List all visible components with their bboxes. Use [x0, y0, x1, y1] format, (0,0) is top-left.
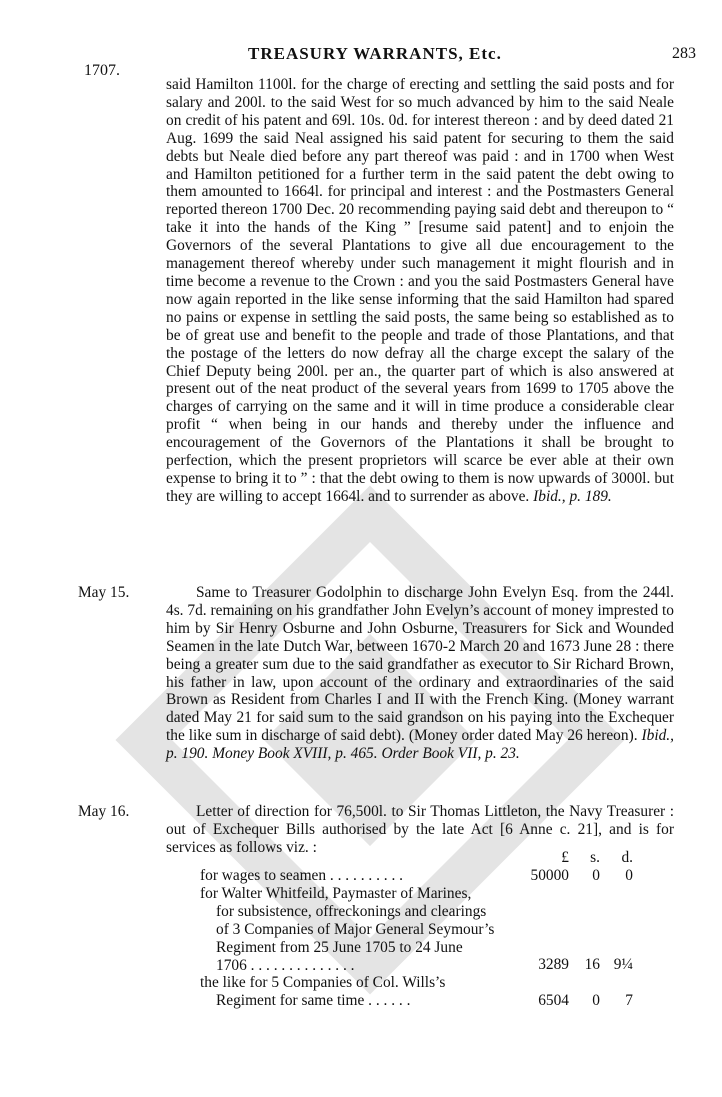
pounds-amount: 3289 [538, 956, 569, 974]
entry-reference: Order Book VII, p. 23. [381, 745, 520, 763]
pence-amount: 0 [625, 867, 633, 884]
year-marker: 1707. [84, 62, 120, 79]
entry-text: said Hamilton 1100l. for the charge of erecting and settling the said posts and for salary and 200l. to the said West for so much advanced by him to the said Neale on credit of his patent and 69l. 10s. 0d. for interest thereon : and by deed dated 21 Aug. 1699 the said Neal assigned his said patent for securing to them the said debts but Neale died before any part thereof was paid : and in 1700 when West and Hamilton petitioned for a further term in the said patent the debt owing to them amounted to 1664l. for principal and interest : and the Postmasters General reported thereon 1700 Dec. 20 recommending paying said debt and thereupon to “ take it into the hands of the King ” [resume said patent] and to enjoin the Governors of the several Plantations to give all due encouragement to the management thereof whereby under such management it might flourish and in time become a revenue to the Crown : and you the said Postmasters General have now again reported in the like sense informing that the said Hamilton had spared no pains or expense in settling the said posts, the same being so established as to be of great use and benefit to the people and trade of those Plantations, and that the postage of the letters do now defray all the charge except the salary of the Chief Deputy being 200l. per an., the quarter part of which is also answered at present out of the neat product of the several years from 1699 to 1705 above the charges of carrying on the same and it will in time produce a considerable clear profit “ when being in our hands and thereby under the influence and encouragement of the Governors of the Plantations it shall be brought to perfection, which the present proprietors will scarce be ever able at their own expense to bring it to ” : that the debt owing to them is now upwards of 3000l. but they are willing to accept 1664l. and to surrender as above. [166, 76, 674, 505]
entry-paragraph [166, 76, 674, 506]
entry-reference: Ibid., p. 190. [166, 727, 674, 763]
entry-text: Letter of direction for 76,500l. to Sir Thomas Littleton, the Navy Treasurer : out of Exchequer Bills authorised by the late Act [6 Anne c. 21], and is for services as follows viz. : [166, 803, 674, 856]
ledger-row [200, 867, 670, 885]
ledger-row-description [200, 974, 530, 1010]
ledger-line: Regiment from 25 June 1705 to 24 June [216, 938, 463, 956]
ledger-line: 1706 . . . . . . . . . . . . . . [216, 956, 355, 974]
entry-paragraph [166, 584, 674, 763]
pence-amount: 9¼ [613, 956, 633, 974]
ledger-row [200, 885, 670, 975]
shillings-amount: 0 [592, 867, 600, 884]
pence-amount: 7 [625, 992, 633, 1010]
ledger-header [200, 849, 670, 867]
ledger-line: Regiment for same time . . . . . . [216, 992, 411, 1010]
ledger-line: of 3 Companies of Major General Seymour’s [216, 920, 495, 938]
entry-text: Same to Treasurer Godolphin to discharge John Evelyn Esq. from the 244l. 4s. 7d. remaining on his grandfather John Evelyn’s account of money imprested to him by Sir Henry Osburne and John Osburne, Treasurers for Sick and Wounded Seamen in the late Dutch War, between 1670-2 March 20 and 1673 June 28 : there being a greater sum due to the said grandfather as executor to Sir Richard Brown, his father in law, upon account of the ordinary and extraordinaries of the said Brown as Resident from Charles I and II with the French King. (Money warrant dated May 21 for said sum to the said grandson on his paying into the Exchequer the like sum in discharge of said debt). (Money order dated May 26 hereon). [166, 584, 674, 745]
ledger-line: for wages to seamen . . . . . . . . . . [200, 867, 404, 884]
entry-reference: Money Book XVIII, p. 465. [212, 745, 378, 763]
entry-reference: Ibid., p. 189. [533, 487, 612, 505]
running-title: TREASURY WARRANTS, Etc. [248, 44, 502, 63]
shillings-header: s. [590, 849, 600, 866]
pounds-header: £ [561, 849, 569, 866]
ledger-line: the like for 5 Companies of Col. Wills’s [200, 974, 446, 992]
ledger-row-description [200, 867, 530, 885]
page-header [0, 30, 722, 63]
pence-header: d. [621, 849, 633, 866]
ledger-line: for Walter Whitfeild, Paymaster of Marines, [200, 884, 472, 902]
entry-date: May 16. [78, 803, 130, 820]
page-number: 283 [672, 45, 696, 62]
ledger-line: for subsistence, offreckonings and clearings [216, 902, 487, 920]
shillings-amount: 16 [584, 956, 600, 974]
shillings-amount: 0 [592, 992, 600, 1010]
pounds-amount: 6504 [538, 992, 569, 1010]
ledger-row-description [200, 885, 530, 975]
pounds-amount: 50000 [530, 867, 569, 884]
ledger-row [200, 974, 670, 1010]
entry-date: May 15. [78, 584, 130, 601]
